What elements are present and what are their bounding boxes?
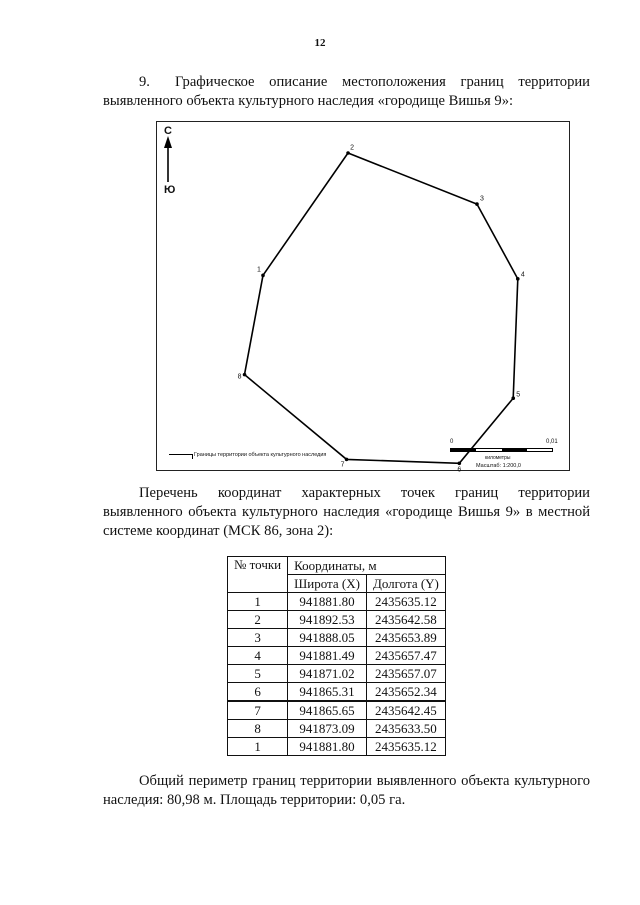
header-point-number: № точки [228, 557, 288, 593]
coordinates-intro [103, 484, 590, 541]
boundary-point-label: 3 [480, 195, 484, 203]
table-row [228, 593, 446, 611]
cell-point-number: 1 [228, 738, 288, 756]
cell-latitude: 941881.80 [288, 738, 367, 756]
section-text: Графическое описание местоположения границ территории выявленного объекта культурного наследия «городище Вишья 9»: [103, 74, 590, 109]
cell-longitude: 2435657.47 [366, 647, 445, 665]
north-arrow-icon [164, 136, 172, 182]
boundary-point-label: 2 [350, 144, 354, 152]
table-row [228, 738, 446, 756]
cell-point-number: 3 [228, 629, 288, 647]
cell-longitude: 2435652.34 [366, 683, 445, 702]
boundary-point-marker [243, 373, 247, 377]
boundary-point-label: 5 [516, 391, 521, 399]
boundary-point-marker [345, 458, 349, 462]
boundary-point-label: 4 [520, 271, 525, 279]
cell-latitude: 941881.49 [288, 647, 367, 665]
cell-longitude: 2435635.12 [366, 738, 445, 756]
cell-latitude: 941865.31 [288, 683, 367, 702]
map-legend: Границы территории объекта культурного наследия [194, 452, 327, 458]
cell-latitude: 941871.02 [288, 665, 367, 683]
cell-longitude: 2435635.12 [366, 593, 445, 611]
scale-bar [450, 448, 553, 452]
table-row [228, 611, 446, 629]
legend-tick [192, 454, 193, 459]
table-row [228, 629, 446, 647]
cell-point-number: 7 [228, 701, 288, 720]
legend-line [169, 454, 192, 455]
boundary-point-label: 1 [257, 266, 261, 274]
scale-ratio-label: Масштаб: 1:200,0 [476, 463, 521, 469]
page-number: 12 [314, 37, 326, 49]
cell-longitude: 2435633.50 [366, 720, 445, 738]
cell-latitude: 941881.80 [288, 593, 367, 611]
map-canvas [157, 122, 571, 472]
boundary-map [156, 121, 570, 474]
cell-longitude: 2435642.58 [366, 611, 445, 629]
boundary-point-label: 6 [457, 466, 462, 474]
cell-longitude: 2435657.07 [366, 665, 445, 683]
cell-latitude: 941873.09 [288, 720, 367, 738]
table-row [228, 701, 446, 720]
cell-point-number: 1 [228, 593, 288, 611]
cell-point-number: 4 [228, 647, 288, 665]
cell-latitude: 941865.65 [288, 701, 367, 720]
header-longitude: Долгота (Y) [366, 575, 445, 593]
compass-south-label: Ю [164, 184, 176, 196]
section-number: 9. [139, 74, 150, 90]
table-row [228, 720, 446, 738]
boundary-point-label: 8 [237, 373, 242, 381]
coordinates-intro-text: Перечень координат характерных точек границ территории выявленного объекта культурного наследия «городище Вишья 9» в местной системе координат (МСК 86, зона 2): [103, 485, 590, 539]
cell-latitude: 941892.53 [288, 611, 367, 629]
cell-point-number: 6 [228, 683, 288, 702]
boundary-polygon [245, 153, 521, 463]
boundary-point-marker [458, 462, 462, 466]
cell-longitude: 2435642.45 [366, 701, 445, 720]
boundary-point-marker [475, 202, 479, 206]
scale-units-label: километры [485, 455, 511, 461]
cell-longitude: 2435653.89 [366, 629, 445, 647]
header-coordinates: Координаты, м [288, 557, 446, 575]
header-latitude: Широта (X) [288, 575, 367, 593]
cell-point-number: 8 [228, 720, 288, 738]
compass-north-label: С [164, 125, 172, 137]
scale-max-label: 0,01 [546, 439, 558, 445]
boundary-point-marker [511, 396, 515, 400]
cell-latitude: 941888.05 [288, 629, 367, 647]
boundary-point-marker [346, 151, 350, 155]
coordinates-table [227, 556, 446, 756]
boundary-point-label: 7 [340, 461, 345, 469]
scale-zero-label: 0 [450, 439, 454, 445]
table-row [228, 665, 446, 683]
boundary-point-marker [516, 277, 520, 281]
cell-point-number: 5 [228, 665, 288, 683]
table-row [228, 647, 446, 665]
section-heading [103, 73, 590, 111]
boundary-point-marker [261, 274, 265, 278]
summary-paragraph [103, 772, 590, 810]
cell-point-number: 2 [228, 611, 288, 629]
table-row [228, 683, 446, 702]
summary-text: Общий периметр границ территории выявленного объекта культурного наследия: 80,98 м. Площадь территории: 0,05 га. [103, 773, 590, 808]
